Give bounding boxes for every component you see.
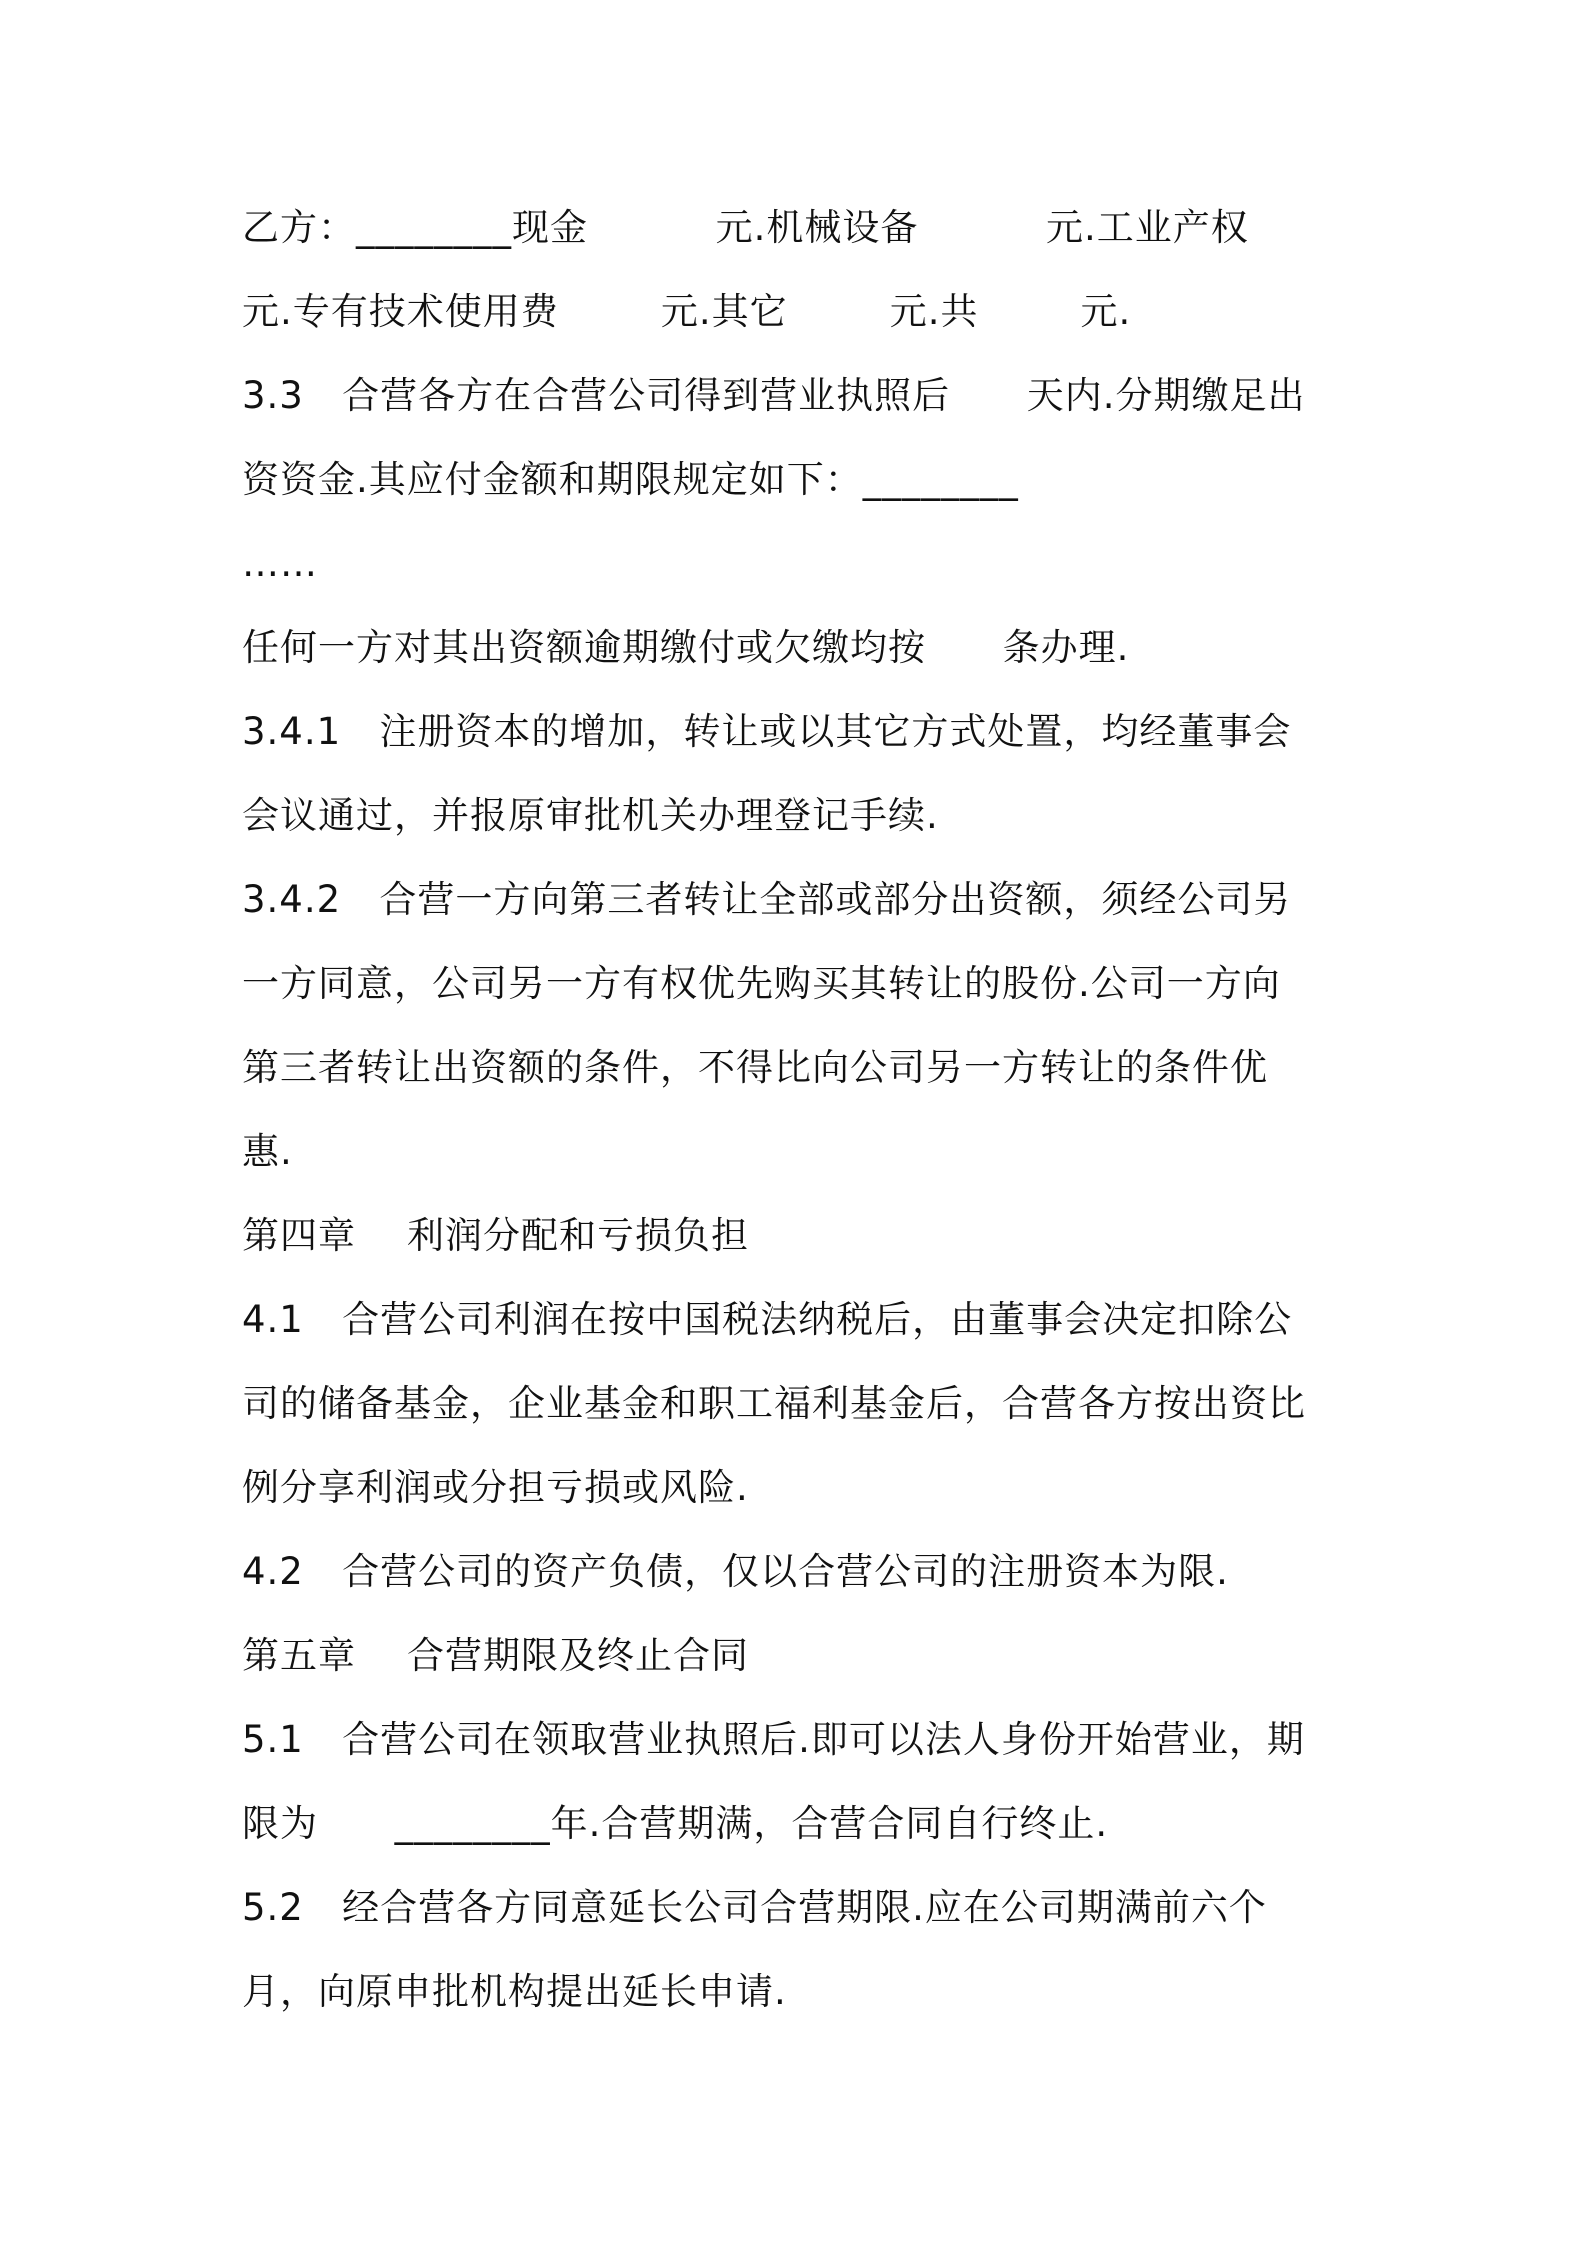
doc-line-clause-5-2-cont: 月，向原申批机构提出延长申请. [242, 1970, 787, 2013]
doc-line-clause-5-1-cont: 限为 ________年.合营期满，合营合同自行终止. [242, 1802, 1109, 1845]
doc-line-clause-3-3-cont: 资资金.其应付金额和期限规定如下：________ [242, 458, 1019, 501]
doc-line-clause-3-4-2-cont-1: 一方同意，公司另一方有权优先购买其转让的股份.公司一方向 [242, 962, 1281, 1005]
doc-line-ellipsis: …… [242, 542, 318, 585]
doc-line-clause-3-4-1: 3.4.1 注册资本的增加，转让或以其它方式处置，均经董事会 [242, 710, 1292, 753]
doc-line-clause-3-3: 3.3 合营各方在合营公司得到营业执照后 天内.分期缴足出 [242, 374, 1306, 417]
doc-line-contribution-items: 元.专有技术使用费 元.其它 元.共 元. [242, 290, 1132, 333]
doc-line-clause-4-1: 4.1 合营公司利润在按中国税法纳税后，由董事会决定扣除公 [242, 1298, 1293, 1341]
doc-line-clause-3-4-2: 3.4.2 合营一方向第三者转让全部或部分出资额，须经公司另 [242, 878, 1292, 921]
doc-line-clause-5-2: 5.2 经合营各方同意延长公司合营期限.应在公司期满前六个 [242, 1886, 1267, 1929]
doc-line-clause-4-2: 4.2 合营公司的资产负债，仅以合营公司的注册资本为限. [242, 1550, 1229, 1593]
doc-line-party-b-contribution: 乙方：________现金 元.机械设备 元.工业产权 [242, 206, 1249, 249]
doc-line-clause-5-1: 5.1 合营公司在领取营业执照后.即可以法人身份开始营业，期 [242, 1718, 1305, 1761]
doc-line-clause-3-4-2-cont-2: 第三者转让出资额的条件，不得比向公司另一方转让的条件优 [242, 1046, 1268, 1089]
chapter-5-heading: 第五章 合营期限及终止合同 [242, 1634, 750, 1677]
doc-line-clause-4-1-cont-2: 例分享利润或分担亏损或风险. [242, 1466, 749, 1509]
doc-line-clause-3-4-2-cont-3: 惠. [242, 1130, 293, 1173]
doc-line-overdue-payment: 任何一方对其出资额逾期缴付或欠缴均按 条办理. [242, 626, 1130, 669]
doc-line-clause-3-4-1-cont: 会议通过，并报原审批机关办理登记手续. [242, 794, 939, 837]
doc-line-clause-4-1-cont-1: 司的储备基金，企业基金和职工福利基金后，合营各方按出资比 [242, 1382, 1306, 1425]
chapter-4-heading: 第四章 利润分配和亏损负担 [242, 1214, 750, 1257]
